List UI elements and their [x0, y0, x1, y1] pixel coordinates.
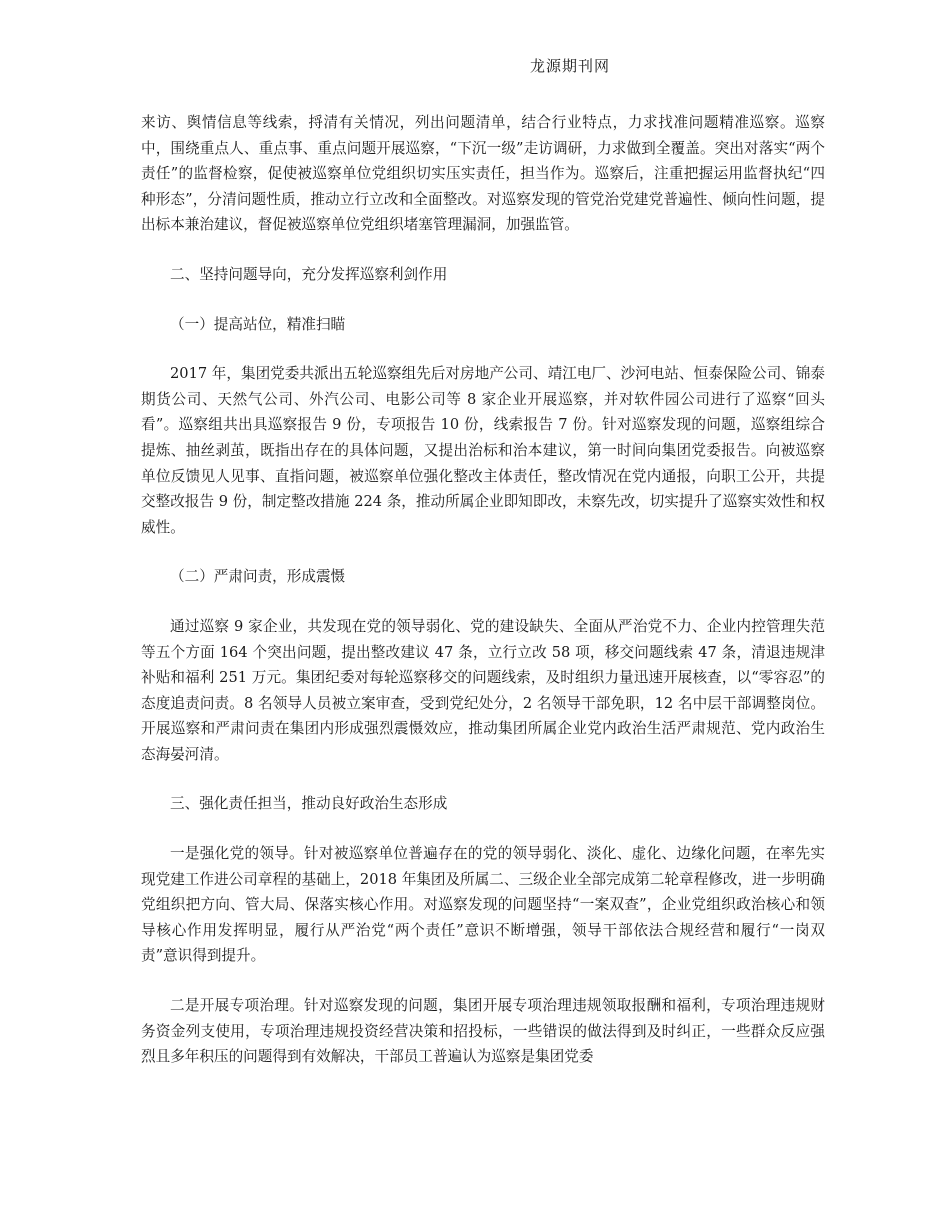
- paragraph-3: 通过巡察 9 家企业，共发现在党的领导弱化、党的建设缺失、全面从严治党不力、企业内控管理失范等五个方面 164 个突出问题，提出整改建议 47 条，立行立改 58 项，移交问题线索 47 条，清退违规津补贴和福利 251 万元。集团纪委对每轮巡察移交的问题线索，及时组织力量迅速开展核查，以“零容忍”的态度追责问责。8 名领导人员被立案审查，受到党纪处分，2 名领导干部免职，12 名中层干部调整岗位。开展巡察和严肃问责在集团内形成强烈震慑效应，推动集团所属企业党内政治生活严肃规范、党内政治生态海晏河清。: [141, 617, 825, 763]
- paragraph-1: 来访、舆情信息等线索，捋清有关情况，列出问题清单，结合行业特点，力求找准问题精准巡察。巡察中，围绕重点人、重点事、重点问题开展巡察，“下沉一级”走访调研，力求做到全覆盖。突出对落实“两个责任”的监督检察，促使被巡察单位党组织切实压实责任，担当作为。巡察后，注重把握运用监督执纪“四种形态”，分清问题性质，推动立行立改和全面整改。对巡察发现的管党治党建党普遍性、倾向性问题，提出标本兼治建议，督促被巡察单位党组织堵塞管理漏洞，加强监管。: [141, 114, 825, 234]
- section-heading-3: 三、强化责任担当，推动良好政治生态形成: [170, 795, 448, 813]
- site-header: 龙源期刊网: [529, 57, 610, 75]
- article-body: [141, 110, 825, 1094]
- paragraph-2: 2017 年，集团党委共派出五轮巡察组先后对房地产公司、靖江电厂、沙河电站、恒泰保险公司、锦泰期货公司、天然气公司、外汽公司、电影公司等 8 家企业开展巡察，并对软件园公司进行了巡察“回头看”。巡察组共出具巡察报告 9 份，专项报告 10 份，线索报告 7 份。针对巡察发现的问题，巡察组综合提炼、抽丝剥茧，既指出存在的具体问题，又提出治标和治本建议，第一时间向集团党委报告。向被巡察单位反馈见人见事、直指问题，被巡察单位强化整改主体责任，整改情况在党内通报，向职工公开，共提交整改报告 9 份，制定整改措施 224 条，推动所属企业即知即改，未察先改，切实提升了巡察实效性和权威性。: [141, 365, 825, 536]
- subsection-heading-2-1: （一）提高站位，精准扫瞄: [170, 315, 346, 333]
- paragraph-4: 一是强化党的领导。针对被巡察单位普遍存在的党的领导弱化、淡化、虚化、边缘化问题，在率先实现党建工作进公司章程的基础上，2018 年集团及所属二、三级企业全部完成第二轮章程修改，进一步明确党组织把方向、管大局、保落实核心作用。对巡察发现的问题坚持“一案双查”，企业党组织政治核心和领导核心作用发挥明显，履行从严治党“两个责任”意识不断增强，领导干部依法合规经营和履行“一岗双责”意识得到提升。: [141, 845, 825, 965]
- paragraph-5: 二是开展专项治理。针对巡察发现的问题，集团开展专项治理违规领取报酬和福利，专项治理违规财务资金列支使用，专项治理违规投资经营决策和招投标，一些错误的做法得到及时纠正，一些群众反应强烈且多年积压的问题得到有效解决，干部员工普遍认为巡察是集团党委: [141, 997, 825, 1066]
- section-heading-2: 二、坚持问题导向，充分发挥巡察利剑作用: [170, 265, 448, 283]
- subsection-heading-2-2: （二）严肃问责，形成震慑: [170, 568, 346, 586]
